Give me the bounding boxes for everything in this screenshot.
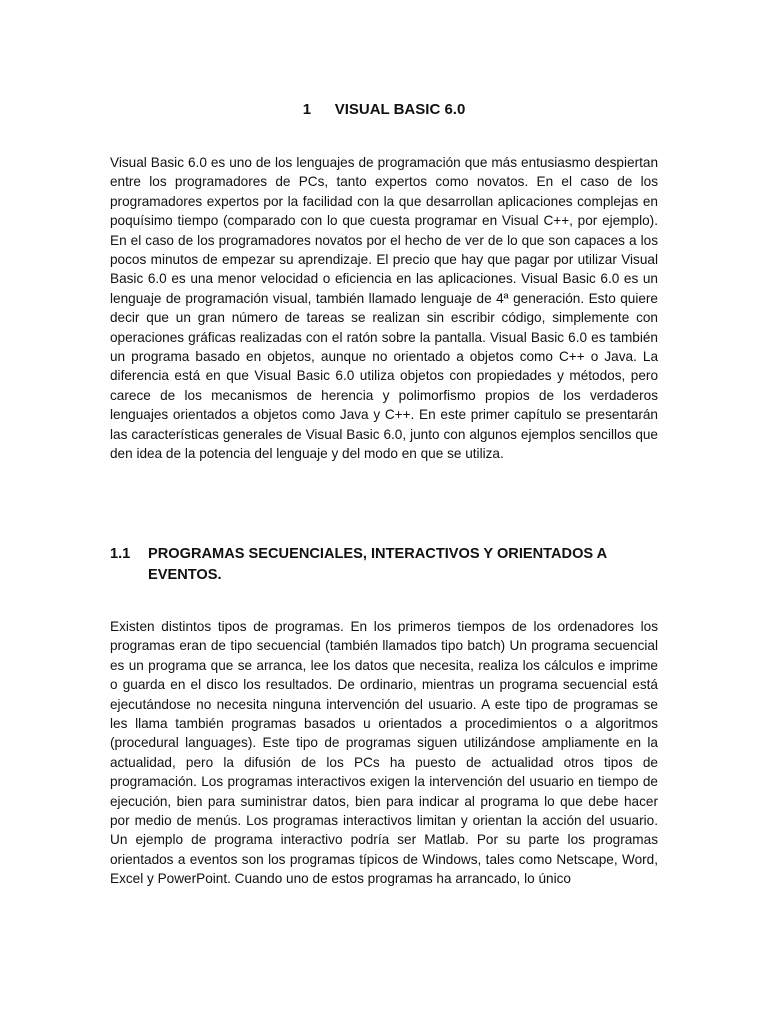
section-title <box>110 544 658 586</box>
intro-paragraph: Visual Basic 6.0 es uno de los lenguajes de programación que más entusiasmo despiertan entre los programadores de PCs, tanto expertos como novatos. En el caso de los programadores expertos por la facilidad con la que desarrollan aplicaciones complejas en poquísimo tiempo (comparado con lo que cuesta programar en Visual C++, por ejemplo). En el caso de los programadores novatos por el hecho de ver de lo que son capaces a los pocos minutos de empezar su aprendizaje. El precio que hay que pagar por utilizar Visual Basic 6.0 es una menor velocidad o eficiencia en las aplicaciones. Visual Basic 6.0 es un lenguaje de programación visual, también llamado lenguaje de 4ª generación. Esto quiere decir que un gran número de tareas se realizan sin escribir código, simplemente con operaciones gráficas realizadas con el ratón sobre la pantalla. Visual Basic 6.0 es también un programa basado en objetos, aunque no orientado a objetos como C++ o Java. La diferencia está en que Visual Basic 6.0 utiliza objetos con propiedades y métodos, pero carece de los mecanismos de herencia y polimorfismo propios de los verdaderos lenguajes orientados a objetos como Java y C++. En este primer capítulo se presentarán las características generales de Visual Basic 6.0, junto con algunos ejemplos sencillos que den idea de la potencia del lenguaje y del modo en que se utiliza. <box>110 155 658 462</box>
section-paragraph: Existen distintos tipos de programas. En los primeros tiempos de los ordenadores los programas eran de tipo secuencial (también llamados tipo batch) Un programa secuencial es un programa que se arranca, lee los datos que necesita, realiza los cálculos e imprime o guarda en el disco los resultados. De ordinario, mientras un programa secuencial está ejecutándose no necesita ninguna intervención del usuario. A este tipo de programas se les llama también programas basados u orientados a procedimientos o a algoritmos (procedural languages). Este tipo de programas siguen utilizándose ampliamente en la actualidad, pero la difusión de los PCs ha puesto de actualidad otros tipos de programación. Los programas interactivos exigen la intervención del usuario en tiempo de ejecución, bien para suministrar datos, bien para indicar al programa lo que debe hacer por medio de menús. Los programas interactivos limitan y orientan la acción del usuario. Un ejemplo de programa interactivo podría ser Matlab. Por su parte los programas orientados a eventos son los programas típicos de Windows, tales como Netscape, Word, Excel y PowerPoint. Cuando uno de estos programas ha arrancado, lo único <box>110 619 658 887</box>
section-number: 1.1 <box>110 546 131 562</box>
chapter-title <box>0 100 768 120</box>
chapter-number: 1 <box>302 101 312 118</box>
section-title-text: PROGRAMAS SECUENCIALES, INTERACTIVOS Y ORIENTADOS A EVENTOS. <box>148 546 607 583</box>
chapter-title-text: VISUAL BASIC 6.0 <box>334 101 466 118</box>
